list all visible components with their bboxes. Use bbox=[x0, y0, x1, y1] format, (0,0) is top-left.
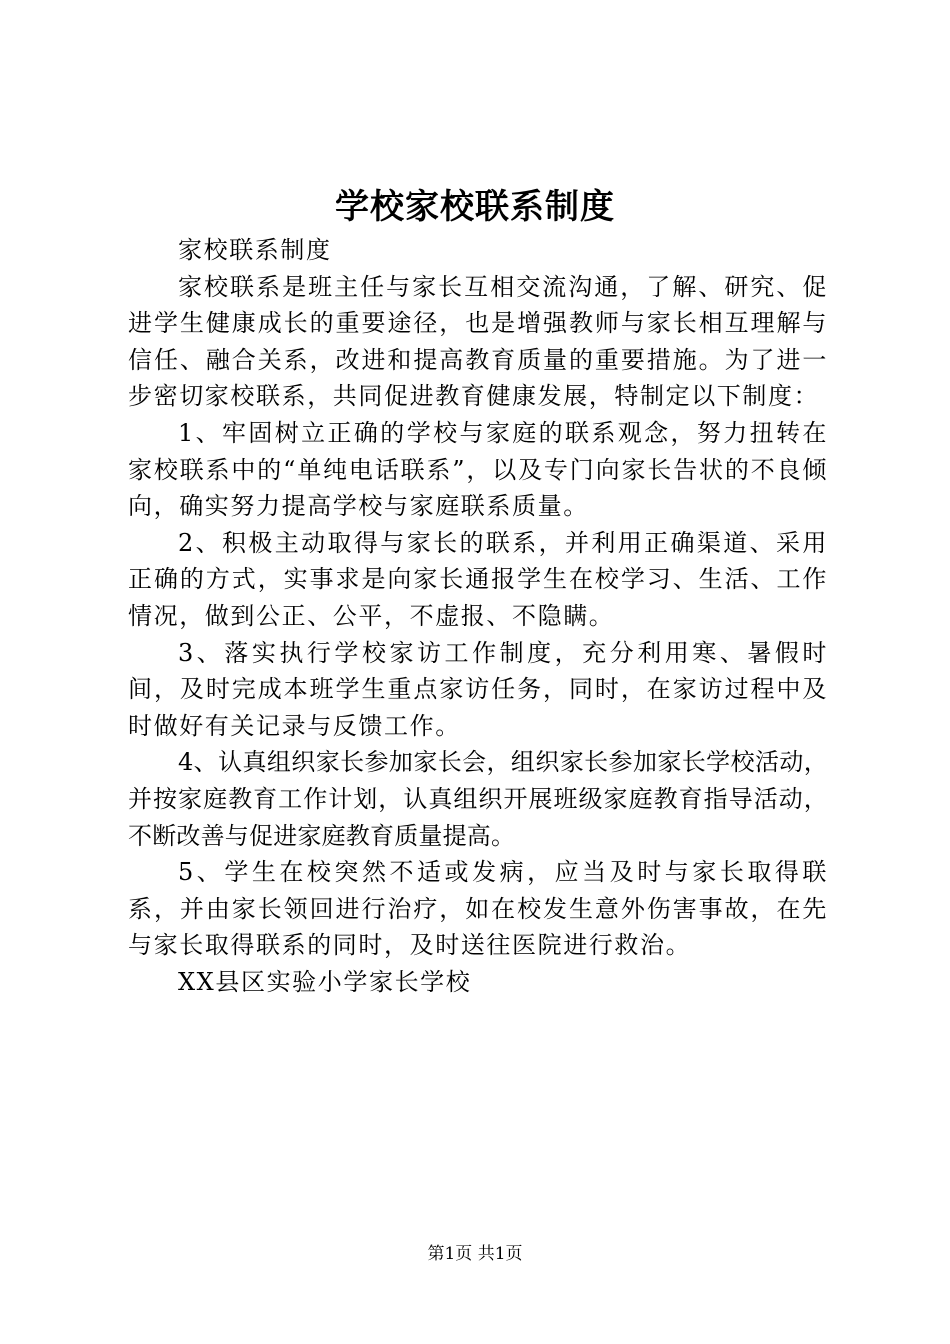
rule-item-3: 3、落实执行学校家访工作制度，充分利用寒、暑假时间，及时完成本班学生重点家访任务，同时，在家访过程中及时做好有关记录与反馈工作。 bbox=[128, 638, 828, 740]
signature: XX县区实验小学家长学校 bbox=[178, 967, 472, 996]
rule-item-1: 1、牢固树立正确的学校与家庭的联系观念，努力扭转在家校联系中的“单纯电话联系”，以及专门向家长告状的不良倾向，确实努力提高学校与家庭联系质量。 bbox=[128, 418, 828, 521]
document-body bbox=[128, 232, 828, 1000]
document-subtitle: 家校联系制度 bbox=[178, 236, 332, 264]
rule-item-4: 4、认真组织家长参加家长会，组织家长参加家长学校活动，并按家庭教育工作计划，认真组织开展班级家庭教育指导活动，不断改善与促进家庭教育质量提高。 bbox=[128, 748, 828, 850]
rule-item-5: 5、学生在校突然不适或发病，应当及时与家长取得联系，并由家长领回进行治疗，如在校发生意外伤害事故，在先与家长取得联系的同时，及时送往医院进行救治。 bbox=[128, 858, 828, 960]
rule-item-2: 2、积极主动取得与家长的联系，并利用正确渠道、采用正确的方式，实事求是向家长通报学生在校学习、生活、工作情况，做到公正、公平，不虚报、不隐瞒。 bbox=[128, 528, 828, 630]
intro-paragraph: 家校联系是班主任与家长互相交流沟通，了解、研究、促进学生健康成长的重要途径，也是增强教师与家长相互理解与信任、融合关系，改进和提高教育质量的重要措施。为了进一步密切家校联系，共同促进教育健康发展，特制定以下制度： bbox=[128, 272, 828, 411]
page-number: 第1页 共1页 bbox=[427, 1244, 523, 1264]
document-title: 学校家校联系制度 bbox=[335, 187, 615, 227]
